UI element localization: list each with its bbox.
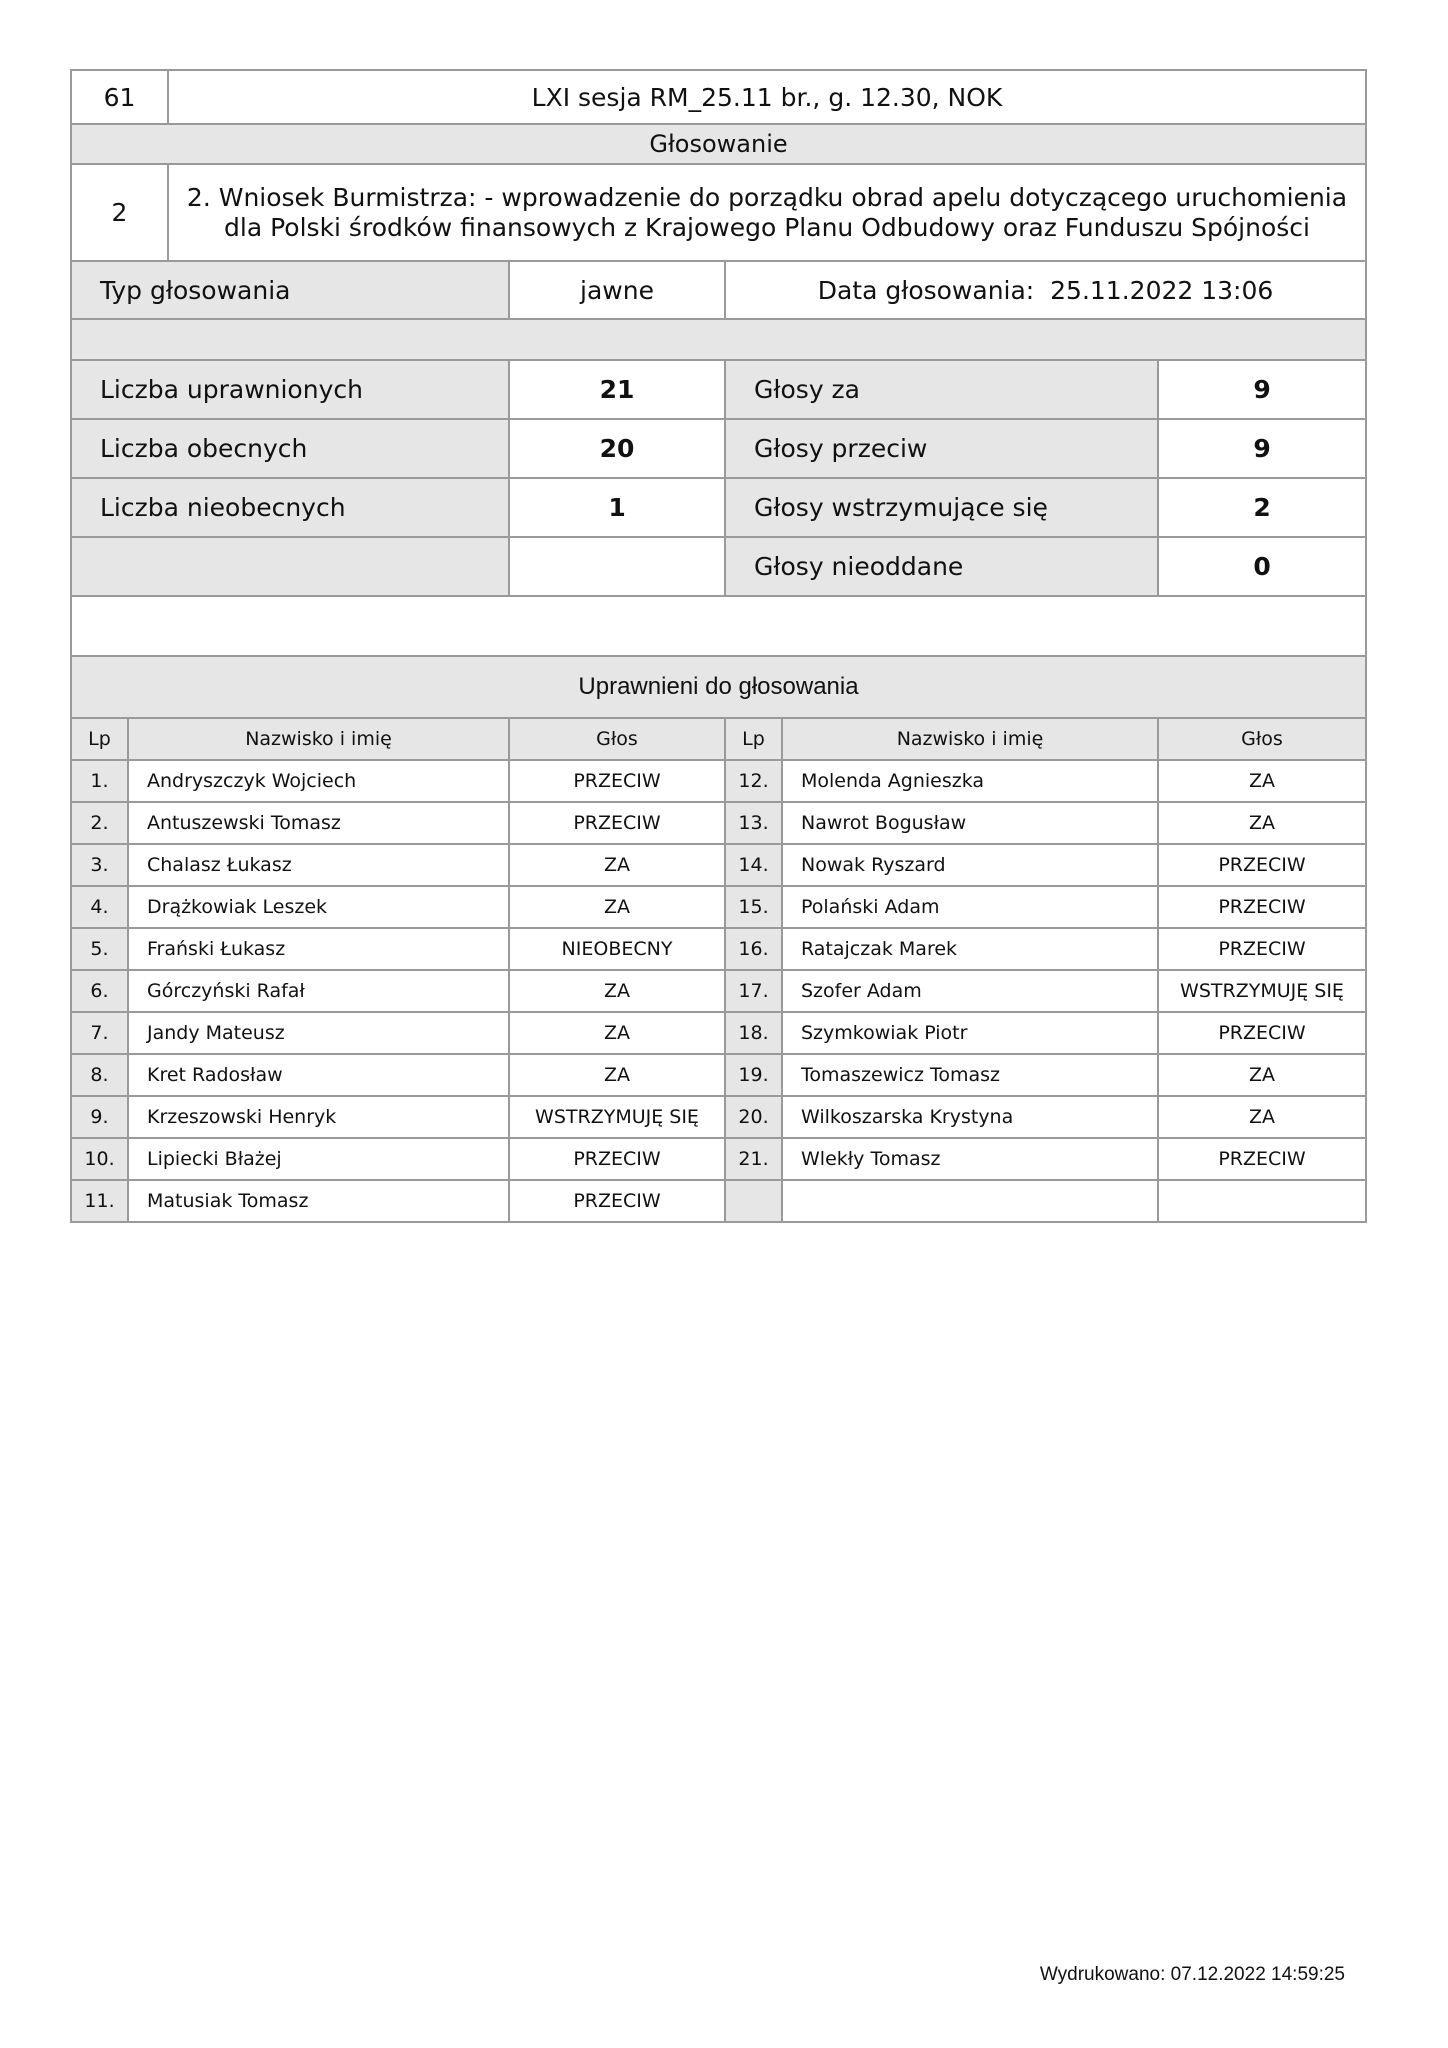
table-row [71, 1138, 1366, 1180]
voter-lp: 6. [71, 970, 128, 1012]
voter-vote: ZA [509, 970, 725, 1012]
for-value: 9 [1158, 360, 1366, 419]
table-row [71, 802, 1366, 844]
voter-lp: 16. [725, 928, 782, 970]
voter-lp: 18. [725, 1012, 782, 1054]
voter-vote: ZA [509, 886, 725, 928]
voter-lp: 7. [71, 1012, 128, 1054]
list-title: Uprawnieni do głosowania [71, 656, 1366, 718]
motion-text [168, 164, 1366, 261]
voter-vote: ZA [1158, 760, 1366, 802]
eligible-label: Liczba uprawnionych [71, 360, 509, 419]
voter-lp: 8. [71, 1054, 128, 1096]
stats-table [70, 359, 1367, 719]
voter-lp: 13. [725, 802, 782, 844]
notcast-label: Głosy nieoddane [725, 537, 1158, 596]
table-row [71, 970, 1366, 1012]
voter-vote: PRZECIW [1158, 844, 1366, 886]
voter-vote [1158, 1180, 1366, 1222]
voter-vote: PRZECIW [509, 1138, 725, 1180]
spacer-row [71, 319, 1366, 360]
voter-vote: NIEOBECNY [509, 928, 725, 970]
voter-name: Molenda Agnieszka [782, 760, 1158, 802]
col-vote-2: Głos [1158, 718, 1366, 760]
eligible-value: 21 [509, 360, 725, 419]
vote-date [725, 261, 1366, 319]
voter-vote: ZA [1158, 802, 1366, 844]
voter-vote: PRZECIW [1158, 886, 1366, 928]
voter-lp: 14. [725, 844, 782, 886]
voter-vote: PRZECIW [509, 1180, 725, 1222]
voter-vote: WSTRZYMUJĘ SIĘ [1158, 970, 1366, 1012]
table-row [71, 1096, 1366, 1138]
voter-lp: 15. [725, 886, 782, 928]
vote-meta-table [70, 260, 1367, 361]
voter-name: Frański Łukasz [128, 928, 509, 970]
voter-lp [725, 1180, 782, 1222]
absent-label: Liczba nieobecnych [71, 478, 509, 537]
printed-timestamp: Wydrukowano: 07.12.2022 14:59:25 [1039, 1964, 1345, 1985]
table-row [71, 844, 1366, 886]
voter-rows [71, 760, 1366, 1222]
voter-name: Tomaszewicz Tomasz [782, 1054, 1158, 1096]
vote-type-label: Typ głosowania [71, 261, 509, 319]
voter-name: Andryszczyk Wojciech [128, 760, 509, 802]
voter-name: Kret Radosław [128, 1054, 509, 1096]
notcast-value: 0 [1158, 537, 1366, 596]
voter-name: Nowak Ryszard [782, 844, 1158, 886]
voter-vote: PRZECIW [1158, 928, 1366, 970]
voter-name: Lipiecki Błażej [128, 1138, 509, 1180]
table-row [71, 886, 1366, 928]
motion-number: 2 [71, 164, 168, 261]
vote-date-label: Data głosowania: [817, 275, 1035, 305]
voter-vote: WSTRZYMUJĘ SIĘ [509, 1096, 725, 1138]
voter-name: Nawrot Bogusław [782, 802, 1158, 844]
session-number: 61 [71, 70, 168, 124]
voter-name: Szofer Adam [782, 970, 1158, 1012]
blank-row [71, 596, 1366, 656]
vote-date-value: 25.11.2022 13:06 [1050, 275, 1274, 305]
voter-name: Matusiak Tomasz [128, 1180, 509, 1222]
session-title: LXI sesja RM_25.11 br., g. 12.30, NOK [168, 70, 1366, 124]
present-value: 20 [509, 419, 725, 478]
col-lp-2: Lp [725, 718, 782, 760]
vote-report [70, 69, 1367, 1223]
voter-vote: ZA [509, 1054, 725, 1096]
voter-name: Drążkowiak Leszek [128, 886, 509, 928]
voter-lp: 11. [71, 1180, 128, 1222]
section-title: Głosowanie [71, 124, 1366, 164]
against-label: Głosy przeciw [725, 419, 1158, 478]
absent-value: 1 [509, 478, 725, 537]
voter-name: Górczyński Rafał [128, 970, 509, 1012]
voter-vote: ZA [1158, 1096, 1366, 1138]
header-table [70, 69, 1367, 262]
against-value: 9 [1158, 419, 1366, 478]
voter-vote: PRZECIW [1158, 1138, 1366, 1180]
voter-vote: ZA [1158, 1054, 1366, 1096]
voter-vote: PRZECIW [1158, 1012, 1366, 1054]
empty-label-cell [71, 537, 509, 596]
voter-lp: 9. [71, 1096, 128, 1138]
voter-lp: 20. [725, 1096, 782, 1138]
voter-lp: 2. [71, 802, 128, 844]
voter-name: Krzeszowski Henryk [128, 1096, 509, 1138]
abstain-label: Głosy wstrzymujące się [725, 478, 1158, 537]
empty-value-cell [509, 537, 725, 596]
for-label: Głosy za [725, 360, 1158, 419]
abstain-value: 2 [1158, 478, 1366, 537]
table-row [71, 760, 1366, 802]
voter-lp: 1. [71, 760, 128, 802]
voter-name: Antuszewski Tomasz [128, 802, 509, 844]
voter-name: Jandy Mateusz [128, 1012, 509, 1054]
voter-vote: ZA [509, 1012, 725, 1054]
voter-lp: 21. [725, 1138, 782, 1180]
voter-name: Polański Adam [782, 886, 1158, 928]
motion-line-1: 2. Wniosek Burmistrza: - wprowadzenie do porządku obrad apelu dotyczącego uruchomienia [186, 182, 1348, 212]
table-row [71, 1012, 1366, 1054]
voter-name: Ratajczak Marek [782, 928, 1158, 970]
voter-name: Wlekły Tomasz [782, 1138, 1158, 1180]
voter-name [782, 1180, 1158, 1222]
vote-type-value: jawne [509, 261, 725, 319]
voters-table [70, 717, 1367, 1223]
voter-lp: 19. [725, 1054, 782, 1096]
voter-lp: 4. [71, 886, 128, 928]
voter-name: Wilkoszarska Krystyna [782, 1096, 1158, 1138]
voter-name: Szymkowiak Piotr [782, 1012, 1158, 1054]
motion-line-2: dla Polski środków finansowych z Krajowego Planu Odbudowy oraz Funduszu Spójności [224, 212, 1310, 242]
voter-lp: 5. [71, 928, 128, 970]
table-row [71, 1180, 1366, 1222]
voter-vote: ZA [509, 844, 725, 886]
voter-lp: 12. [725, 760, 782, 802]
voter-lp: 17. [725, 970, 782, 1012]
voter-name: Chalasz Łukasz [128, 844, 509, 886]
voter-vote: PRZECIW [509, 760, 725, 802]
col-name-2: Nazwisko i imię [782, 718, 1158, 760]
table-row [71, 1054, 1366, 1096]
col-lp: Lp [71, 718, 128, 760]
present-label: Liczba obecnych [71, 419, 509, 478]
voter-lp: 10. [71, 1138, 128, 1180]
table-row [71, 928, 1366, 970]
voter-vote: PRZECIW [509, 802, 725, 844]
voter-lp: 3. [71, 844, 128, 886]
col-vote: Głos [509, 718, 725, 760]
col-name: Nazwisko i imię [128, 718, 509, 760]
